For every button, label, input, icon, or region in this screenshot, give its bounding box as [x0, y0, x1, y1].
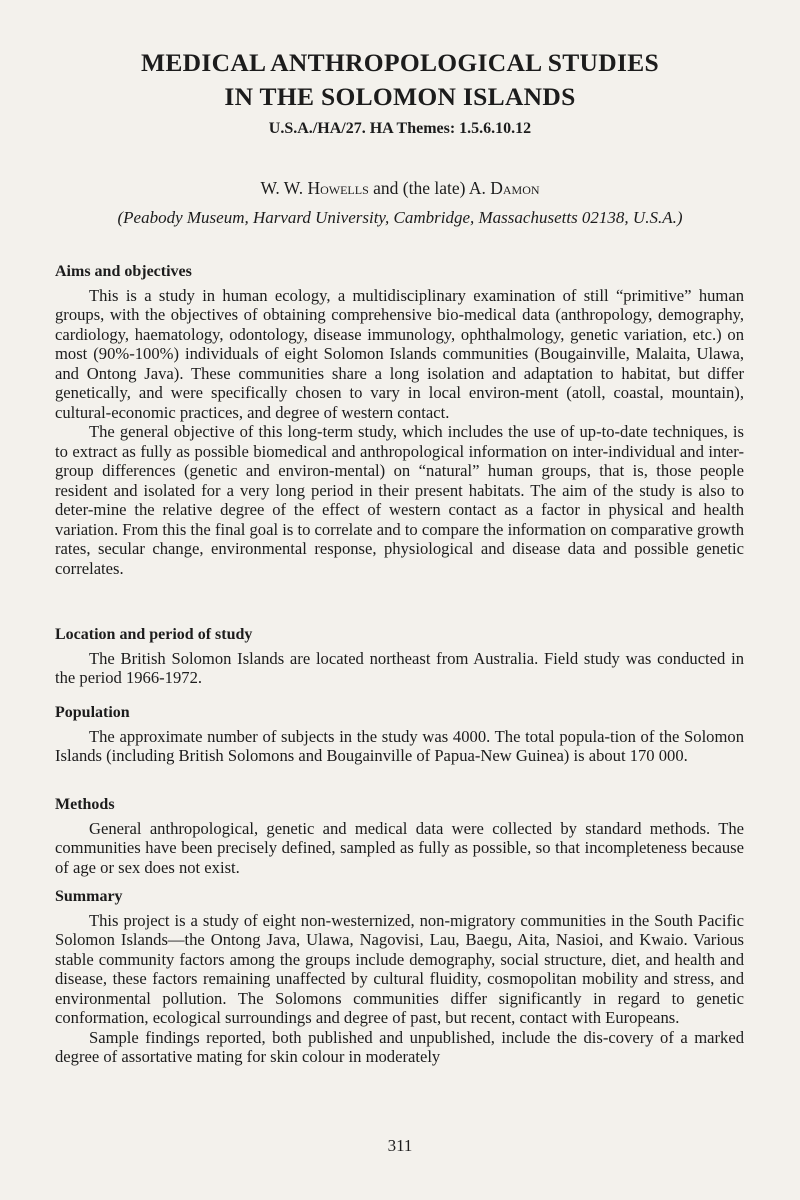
section-heading: Methods — [55, 796, 115, 813]
affiliation: (Peabody Museum, Harvard University, Cambridge, Massachusetts 02138, U.S.A.) — [117, 208, 683, 227]
author-1-name: Howells — [307, 178, 369, 198]
paragraph: This is a study in human ecology, a multidisciplinary examination of still “primitive” human groups, with the objectives of obtaining comprehensive bio-medical data (anthropology, demography, cardiology, haematology, odontology, disease immunology, ophthalmology, genetic variation, etc.) on most (90%-100%) individuals of eight Solomon Islands communities (Bougainville, Malaita, Ulawa, and Ontong Java). These communities share a long isolation and adaptation to habitat, but differ genetically, and were specifically chosen to vary in local environ-ment (atoll, coastal, mountain), cultural-economic practices, and degree of western contact. — [55, 285, 744, 422]
section-heading: Summary — [55, 888, 123, 905]
paragraph: The British Solomon Islands are located northeast from Australia. Field study was conducted in the period 1966-1972. — [55, 648, 744, 687]
section-aims — [55, 262, 744, 578]
author-1-initials: W. W. — [260, 178, 308, 198]
author-2-name: Damon — [490, 178, 540, 198]
section-location — [55, 625, 744, 688]
section-heading: Population — [55, 704, 130, 721]
section-summary — [55, 887, 744, 1067]
section-methods — [55, 795, 744, 877]
paragraph: The approximate number of subjects in the study was 4000. The total popula-tion of the Solomon Islands (including British Solomons and Bougainville of Papua-New Guinea) is about 170 000. — [55, 726, 744, 765]
page-number: 311 — [387, 1136, 413, 1155]
authors-connector: and (the late) A. — [368, 178, 491, 198]
project-reference: U.S.A./HA/27. HA Themes: 1.5.6.10.12 — [268, 120, 532, 137]
paragraph: General anthropological, genetic and medical data were collected by standard methods. The communities have been precisely defined, sampled as fully as possible, so that incompleteness because of age or sex does not exist. — [55, 818, 744, 877]
authors-line — [0, 178, 800, 199]
page-title-line-2: IN THE SOLOMON ISLANDS — [224, 82, 576, 111]
section-heading: Aims and objectives — [55, 263, 192, 280]
page-title-line-1: MEDICAL ANTHROPOLOGICAL STUDIES — [141, 48, 659, 77]
section-heading: Location and period of study — [55, 626, 253, 643]
paragraph: Sample findings reported, both published and unpublished, include the dis-covery of a marked degree of assortative mating for skin colour in moderately — [55, 1027, 744, 1066]
paragraph: This project is a study of eight non-westernized, non-migratory communities in the South Pacific Solomon Islands—the Ontong Java, Ulawa, Nagovisi, Lau, Baegu, Aita, Nasioi, and Kwaio. Various stable community factors among the groups include demography, social structure, diet, and health and disease, these factors remaining unaffected by cultural fluidity, cosmopolitan mobility and stress, and environmental pollution. The Solomons communities differ significantly in regard to genetic conformation, ecological surroundings and degree of past, but recent, contact with Europeans. — [55, 910, 744, 1027]
paragraph: The general objective of this long-term study, which includes the use of up-to-date techniques, is to extract as fully as possible biomedical and anthropological information on inter-individual and inter-group differences (genetic and environ-mental) on “natural” human groups, that is, those people resident and isolated for a very long period in their present habitats. The aim of the study is also to deter-mine the relative degree of the effect of western contact as a factor in physical and health variation. From this the final goal is to correlate and to compare the information on comparative growth rates, secular change, environmental response, physiological and disease data and possible genetic correlates. — [55, 422, 744, 578]
section-population — [55, 703, 744, 766]
